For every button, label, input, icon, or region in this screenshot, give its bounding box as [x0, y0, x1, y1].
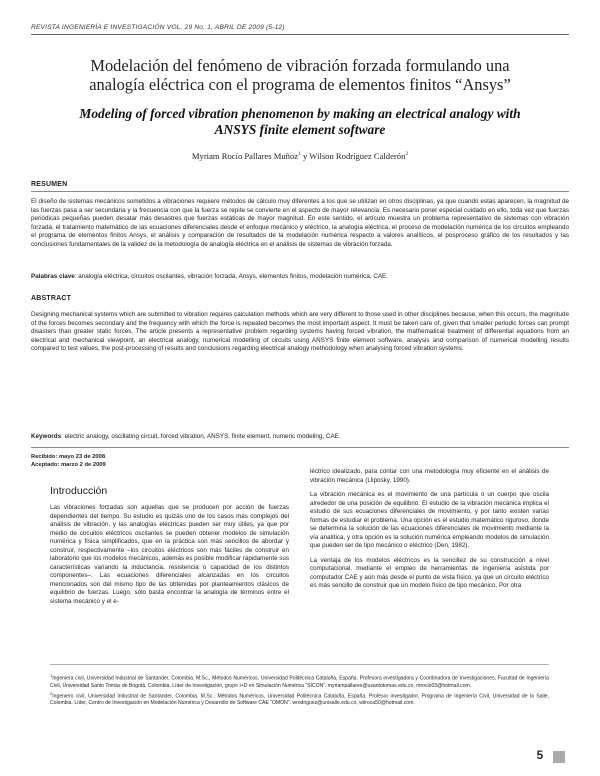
footnote-1: [50, 672, 549, 690]
header-rule: [31, 34, 569, 35]
resumen-keywords: [31, 273, 569, 282]
intro-column-1: Las vibraciones forzadas son aquellas que se producen por acción de fuerzas dependientes del tiempo. Su estudio es quizás uno de los casos más complejos del análisis de vibración, y las analogías eléctricas pueden ser muy útiles, ya que por medio de circuitos eléctricos oscilantes se pueden obtener modelos de simulación numérica y física simplificados, que en la práctica son más sencillos de abordar y construir, respectivamente –los circuitos eléctricos son más fáciles de construir en laboratorio que los modelos mecánicos, además es posible modificar rápidamente sus características variando la inductancia, resistencia o capacidad de los distintos componentes–. Las ecuaciones diferenciales alcanzadas en los circuitos mencionados son del mismo tipo de las obtenidas por planteamientos clásicos de equilibrio de fuerzas. Luego, sólo basta encontrar la analogía de términos entre el sistema mecánico y el e-: [50, 504, 290, 605]
author-2-sup: 2: [405, 151, 409, 158]
running-head: REVISTA INGENIERÍA E INVESTIGACIÓN VOL. 29 No. 1, ABRIL DE 2009 (5-12): [31, 24, 285, 31]
intro-col2-p3: La ventaja de los modelos eléctricos es la sencillez de su construcción a nivel computacional, mediante el empleo de herramientas de ingeniería asistida por computador CAE y aún más desde el punto de vista físico, ya que un circuito eléctrico es más sencillo de construir que un modelo físico de tipo mecánico. Por otra: [310, 556, 549, 589]
author-conj: y: [300, 151, 310, 161]
intro-col2-p1: léctrico idealizado, para contar con una metodología muy eficiente en el análisis de vibración mecánica (Lliposky, 1990).: [310, 468, 549, 484]
palabras-clave-label: Palabras clave: [31, 273, 75, 280]
accepted-date: Aceptado: marzo 2 de 2009: [31, 461, 106, 468]
intro-col2-p2: La vibración mecánica es el movimiento de una partícula o un cuerpo que oscila alrededor de una posición de equilibrio. El estudio de la vibración mecánica implica el estudio de sus ecuaciones diferenciales de movimiento, y por tanto existen varias formas de estudiar el problema. Una opción es el estudio matemático riguroso, donde se determina la solución de las ecuaciones diferenciales de movimiento mediante la vía analítica, y otra opción es la solución numérica empleando modelos de simulación que pueden ser de tipo mecánico o eléctrico (Den, 1982).: [310, 491, 549, 549]
footnote-1-text: Ingeniera civil, Universidad Industrial de Santander, Colombia. M.Sc., Métodos Numéricos, Universidad Politécnica Cataluña, España. Profesora investigadora y Coordinadora de Investigaciones, Facultad de Ingeniería Civil, Universidad Santo Tomás de Bogotá, Colombia. Líder de Investigación, grupo I+D en Simulación Numérica “SICON”. myriampallares@usantotomas.edu.co, mrocio03@hotmail.com.: [50, 675, 549, 689]
page-marker-square: [553, 751, 565, 763]
intro-column-2: [310, 468, 549, 591]
author-1: Myriam Rocío Pallares Muñoz: [191, 151, 299, 161]
title-spanish: [40, 56, 560, 94]
abstract-heading: ABSTRACT: [31, 295, 72, 302]
author-2: Wilson Rodríguez Calderón: [309, 151, 406, 161]
title-en-line2: ANSYS finite element software: [214, 122, 386, 137]
authors: [40, 151, 560, 161]
abstract-rule: [31, 447, 569, 448]
title-es-line2: analogía eléctrica con el programa de elementos finitos “Ansys”: [89, 75, 511, 94]
received-date: Recibido: mayo 23 de 2008: [31, 454, 106, 460]
footnote-2-sup: 2: [50, 690, 53, 696]
title-es-line1: Modelación del fenómeno de vibración forzada formulando una: [90, 56, 510, 75]
resumen-rule: [31, 191, 569, 192]
abstract-keywords: [31, 433, 569, 442]
keywords-label: Keywords: [31, 433, 62, 440]
author-1-sup: 1: [298, 151, 301, 158]
title-en-line1: Modeling of forced vibration phenomenon by making an electrical analogy with: [79, 106, 521, 121]
footnotes: [50, 672, 549, 707]
dates: [31, 454, 291, 469]
keywords: : electric analogy, oscillating circuit, forced vibration, ANSYS, finite element, numeric modeling, CAE.: [61, 433, 341, 440]
page-number: 5: [536, 750, 543, 762]
resumen-text: El diseño de sistemas mecánicos sometidos a vibraciones requiere métodos de cálculo muy diferentes a los que se utilizan en otros disciplinas, ya que cuando estas aparecen, la magnitud de las fuerzas pasa a ser secundaria y la frecuencia con que la fuerza se repite se convierte en el aspecto de mayor relevancia. Es necesario poner especial cuidado en ello, toda vez que fuerzas periódicas pequeñas pueden desatar más desastres que fuerzas estáticas de mayor magnitud. En este sentido, el artículo muestra un problema representativo de sistemas con vibración forzada, el tratamiento matemático de las ecuaciones diferenciales desde el enfoque mecánico y eléctrico, la analogía eléctrica, el proceso de modelación numérica de los circuitos empleando el programa de elementos finitos Ansys, el análisis y comparación de resultados de la modelación numérica respecto a valores analíticos, el posproceso gráfico de los resultados y las conclusiones fundamentales de la validez de la metodología de analogía eléctrica en el análisis de sistemas de vibración forzada.: [31, 198, 569, 248]
palabras-clave: : analogía eléctrica, circuitos oscilantes, vibración forzada, Ansys, elementos finitos, modelación numérica, CAE.: [74, 273, 389, 280]
abstract-text: Designing mechanical systems which are submitted to vibration requires calculation methods which are very different to those used in other disciplines because, when this occurs, the magnitude of the forces becomes secondary and the frequency with which the force is repeated becomes the most important aspect. It must be taken care of, given that smaller periodic forces can prompt disasters than greater static forces. The article presents a representative problem regarding systems having forced vibration, the mathematical treatment of differential equations from an electrical and mechanical viewpoint, an electrical analogy, numerical modelling of circuits using ANSYS finite element software, analysis and comparison of numerical modelling results compared to test values, the post-processing of results and conclusions regarding electrical analogy methodology when analysing forced vibration systems.: [31, 311, 569, 353]
resumen-heading: RESUMEN: [31, 181, 68, 188]
intro-title: Introducción: [50, 485, 108, 497]
footnote-1-sup: 1: [50, 673, 53, 678]
title-english: [40, 106, 560, 138]
footnote-2: [50, 690, 549, 708]
footnote-rule: [50, 664, 549, 665]
footnote-2-text: Ingeniero civil, Universidad Industrial de Santander, Colombia. M.Sc., Métodos Numéricos, Universidad Politécnica Cataluña, España. Profesor investigador, Programa de Ingeniería Civil, Universidad de la Salle, Colombia. Líder, Centro de Investigación en Modelación Numérica y Desarrollo de Software CAE “OMON”. wrodriguez@unisalle.edu.co, wilroca50@hotmail.com.: [50, 693, 549, 707]
